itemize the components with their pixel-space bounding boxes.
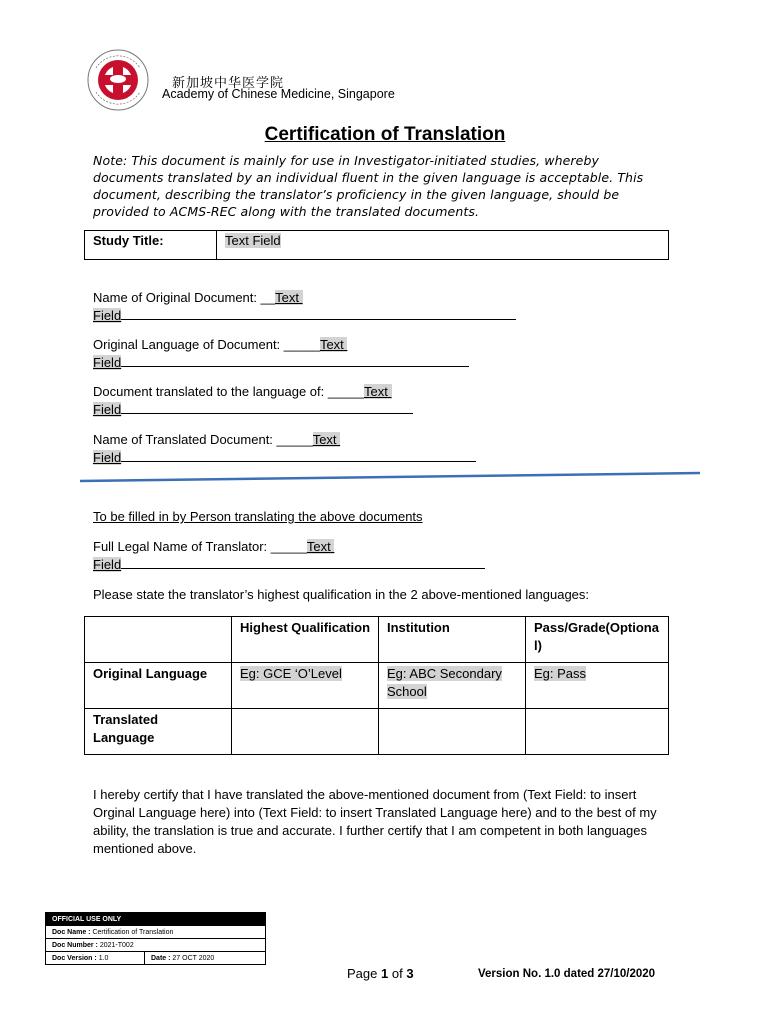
original-language-underline (121, 354, 469, 367)
org-name-chinese: 新加坡中华医学院 (172, 75, 285, 90)
translator-name-field-cont[interactable]: Field (93, 557, 122, 572)
translated-language-underline (121, 401, 413, 414)
translated-document-row (93, 431, 476, 467)
translated-language-field-cont[interactable]: Field (93, 402, 122, 417)
page-number: Page 1 of 3 (347, 966, 414, 981)
original-language-row (93, 336, 469, 372)
header-highest-qualification: Highest Qualification (232, 617, 379, 663)
section-divider (80, 470, 700, 484)
original-document-underline (121, 307, 516, 320)
row-label-original-language: Original Language (85, 663, 232, 709)
translator-name-underline (121, 556, 485, 569)
translated-institution-cell[interactable] (379, 709, 526, 755)
qualification-header-blank (85, 617, 232, 663)
study-title-label: Study Title: (85, 231, 217, 260)
header-pass-grade: Pass/Grade(Optional) (526, 617, 669, 663)
original-document-field[interactable]: Text (275, 290, 302, 305)
org-name-english: Academy of Chinese Medicine, Singapore (162, 87, 395, 101)
official-doc-name: Doc Name : Certification of Translation (46, 926, 266, 939)
translated-document-label: Name of Translated Document: _____ (93, 432, 313, 447)
translated-language-field[interactable]: Text (364, 384, 391, 399)
study-title-cell (217, 231, 669, 260)
translator-section-heading: To be filled in by Person translating the above documents (93, 509, 423, 524)
qualification-table (84, 616, 669, 755)
original-grade-cell (526, 663, 669, 709)
translated-document-field-cont[interactable]: Field (93, 450, 122, 465)
study-title-table (84, 230, 669, 260)
academy-logo (86, 48, 150, 112)
qualification-header-row (85, 617, 669, 663)
original-document-label: Name of Original Document: __ (93, 290, 276, 305)
original-grade-field[interactable]: Eg: Pass (534, 666, 587, 681)
row-label-translated-language: Translated Language (85, 709, 232, 755)
usage-note: Note: This document is mainly for use in Investigator-initiated studies, whereby documents translated by an individual fluent in the given language is acceptable. This document, describing the translator’s proficiency in the given language, should be provided to ACMS-REC along with the translated documents. (93, 153, 644, 219)
original-institution-field[interactable]: Eg: ABC Secondary School (387, 666, 502, 699)
translated-language-row (93, 383, 413, 419)
original-qualification-cell (232, 663, 379, 709)
original-language-field-cont[interactable]: Field (93, 355, 122, 370)
official-doc-number: Doc Number : 2021-T002 (46, 939, 266, 952)
table-row (85, 663, 669, 709)
document-title: Certification of Translation (264, 124, 506, 145)
official-use-box (45, 912, 266, 965)
translated-document-underline (121, 449, 476, 462)
original-document-row (93, 289, 516, 325)
official-doc-version: Doc Version : 1.0 (46, 952, 145, 965)
translated-document-field[interactable]: Text (313, 432, 340, 447)
official-use-header: OFFICIAL USE ONLY (46, 913, 266, 926)
qualification-prompt: Please state the translator’s highest qualification in the 2 above-mentioned languages: (93, 587, 590, 602)
translator-name-field[interactable]: Text (307, 539, 334, 554)
table-row (85, 709, 669, 755)
translator-name-label: Full Legal Name of Translator: _____ (93, 539, 307, 554)
original-document-field-cont[interactable]: Field (93, 308, 122, 323)
study-title-field[interactable]: Text Field (225, 233, 281, 248)
translated-language-label: Document translated to the language of: _____ (93, 384, 365, 399)
translated-qualification-cell[interactable] (232, 709, 379, 755)
header-institution: Institution (379, 617, 526, 663)
original-language-field[interactable]: Text (320, 337, 347, 352)
translator-name-row (93, 538, 485, 574)
certification-statement: I hereby certify that I have translated the above-mentioned document from (Text Field: to insert Orginal Language here) into (Text Field: to insert Translated Language here) and to the best of my ability, the translation is true and accurate. I further certify that I am competent in both languages mentioned above. (93, 787, 657, 856)
official-date: Date : 27 OCT 2020 (145, 952, 266, 965)
version-info: Version No. 1.0 dated 27/10/2020 (478, 968, 656, 980)
translated-grade-cell[interactable] (526, 709, 669, 755)
original-institution-cell (379, 663, 526, 709)
original-language-label: Original Language of Document: _____ (93, 337, 320, 352)
original-qualification-field[interactable]: Eg: GCE ‘O’Level (240, 666, 342, 681)
